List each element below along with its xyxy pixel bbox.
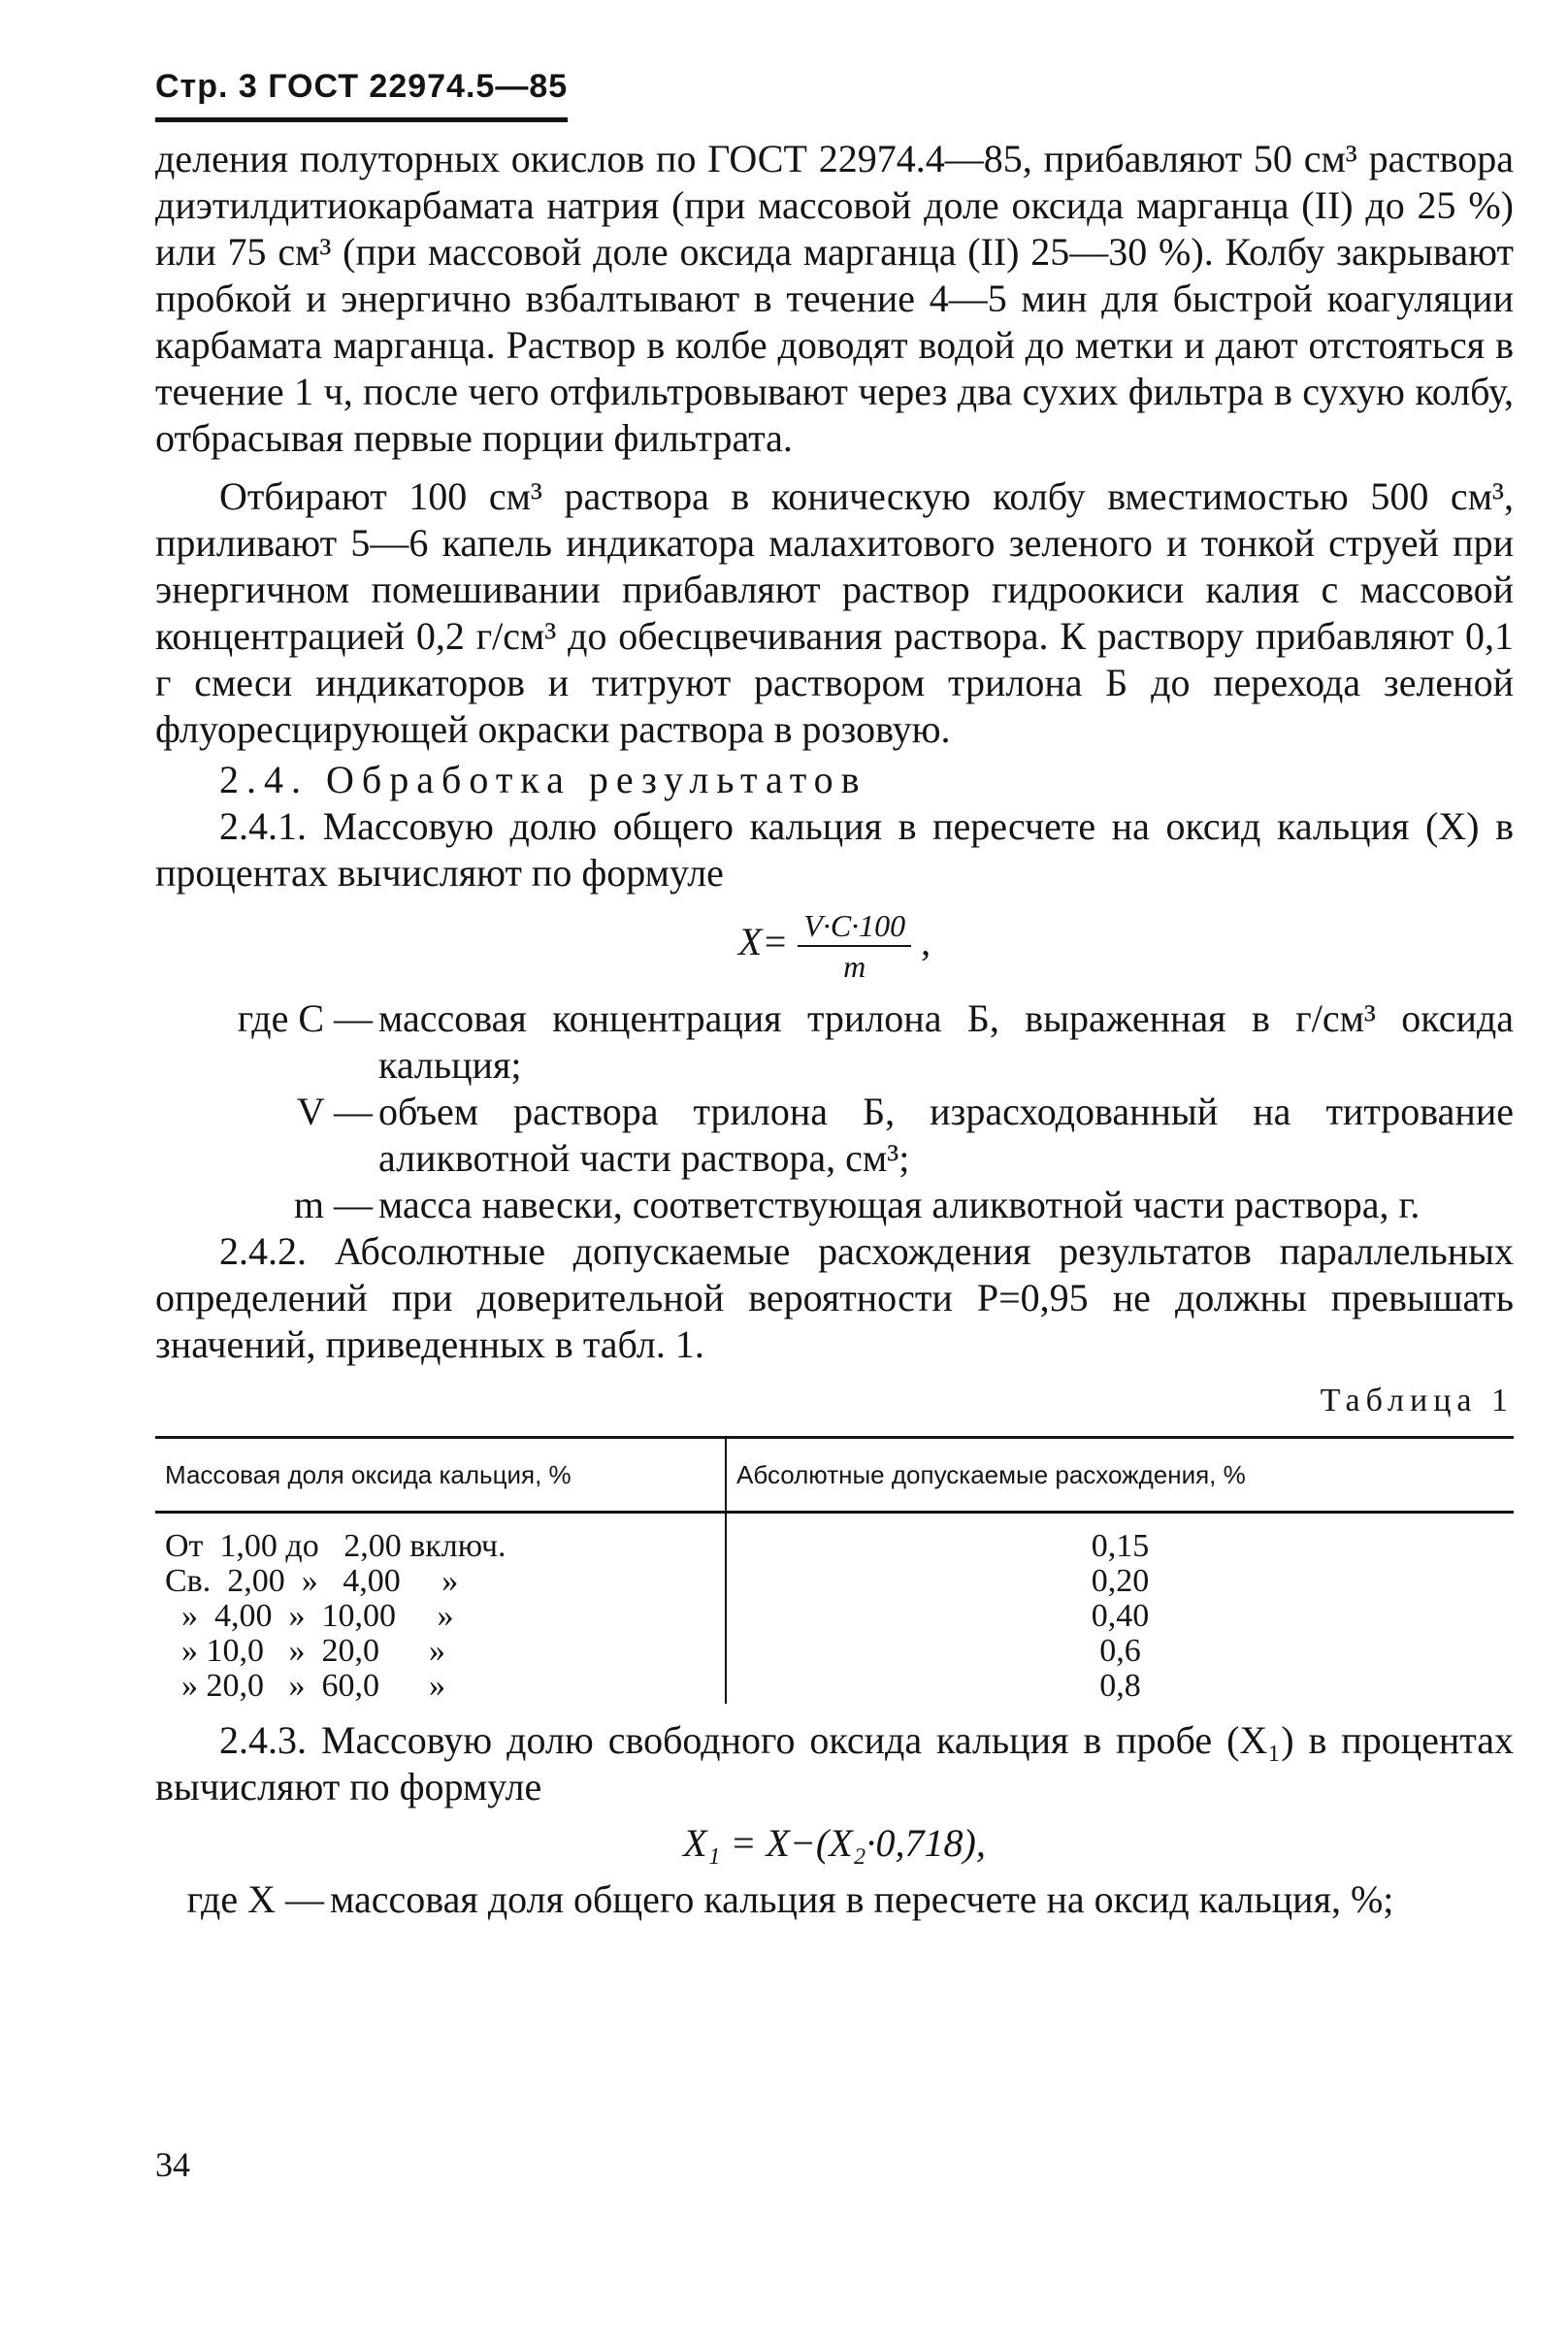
table-row: [155, 1513, 1514, 1565]
definition-symbol: где C —: [237, 996, 373, 1040]
table-header-row: [155, 1438, 1514, 1513]
definition-text: объем раствора трилона Б, израсходованный на титрование аликвотной части раствора, см³;: [378, 1090, 1514, 1180]
definition-symbol: m —: [293, 1183, 373, 1226]
table-cell-value: 0,6: [1099, 1633, 1141, 1669]
tolerance-table: [155, 1436, 1514, 1704]
section-heading-2-4: 2.4. Обработка результатов: [219, 758, 867, 801]
definition-symbol: где X —: [186, 1877, 324, 1921]
document-page: [155, 68, 1514, 1923]
table-header-mass-fraction: Массовая доля оксида кальция, %: [155, 1438, 726, 1513]
formula-lhs: X=: [737, 920, 789, 964]
definition-row: [155, 995, 1514, 1089]
table-row: [155, 1634, 1514, 1669]
definition-symbol: V —: [296, 1090, 373, 1133]
table-title: Таблица 1: [1320, 1383, 1514, 1418]
paragraph-2-4-1: 2.4.1. Массовую долю общего кальция в пересчете на оксид кальция (X) в процентах вычисляют по формуле: [155, 804, 1514, 895]
table-row: [155, 1564, 1514, 1599]
definitions-list-2: [155, 1876, 1514, 1923]
formula-fraction: [798, 906, 911, 986]
table-cell-value: 0,20: [1091, 1563, 1150, 1599]
table-cell-range: » 10,0 » 20,0 »: [155, 1634, 726, 1669]
definition-row: [155, 1182, 1514, 1228]
table-cell-value: 0,15: [1091, 1528, 1150, 1564]
definition-text: массовая концентрация трилона Б, выраженная в г/см³ оксида кальция;: [378, 996, 1514, 1087]
table-cell-range: Св. 2,00 » 4,00 »: [155, 1564, 726, 1599]
paragraph-2-4-3: 2.4.3. Массовую долю свободного оксида кальция в пробе (X₁) в процентах вычисляют по формуле: [155, 1718, 1514, 1808]
table-cell-value: 0,8: [1099, 1668, 1141, 1704]
paragraph-2-4-2: 2.4.2. Абсолютные допускаемые расхождения результатов параллельных определений при доверительной вероятности P=0,95 не должны превышать значений, приведенных в табл. 1.: [155, 1229, 1514, 1366]
paragraph-titration: Отбирают 100 см³ раствора в коническую колбу вместимостью 500 см³, приливают 5—6 капель индикатора малахитового зеленого и тонкой струей при энергичном помешивании прибавляют раствор гидроокиси калия с массовой концентрацией 0,2 г/см³ до обесцвечивания раствора. К раствору прибавляют 0,1 г смеси индикаторов и титруют раствором трилона Б до перехода зеленой флуоресцирующей окраски раствора в розовую.: [155, 474, 1514, 751]
table-row: [155, 1669, 1514, 1704]
definition-text: масса навески, соответствующая аликвотной части раствора, г.: [378, 1183, 1421, 1226]
table-header-tolerance: Абсолютные допускаемые расхождения, %: [726, 1438, 1514, 1513]
definitions-list-1: [155, 995, 1514, 1228]
table-cell-range: » 4,00 » 10,00 »: [155, 1599, 726, 1634]
document-body: [155, 136, 1514, 1923]
paragraph-continuation: деления полуторных окислов по ГОСТ 22974.4—85, прибавляют 50 см³ раствора диэтилдитиокарбамата натрия (при массовой доле оксида марганца (II) до 25 %) или 75 см³ (при массовой доле оксида марганца (II) 25—30 %). Колбу закрывают пробкой и энергично взбалтывают в течение 4—5 мин для быстрой коагуляции карбамата марганца. Раствор в колбе доводят водой до метки и дают отстояться в течение 1 ч, после чего отфильтровывают через два сухих фильтра в сухую колбу, отбрасывая первые порции фильтрата.: [155, 137, 1514, 460]
table-cell-value: 0,40: [1091, 1598, 1150, 1634]
table-cell-range: » 20,0 » 60,0 »: [155, 1669, 726, 1704]
page-number: 34: [155, 2145, 190, 2184]
definition-text: массовая доля общего кальция в пересчете на оксид кальция, %;: [330, 1877, 1394, 1921]
page-header: Стр. 3 ГОСТ 22974.5—85: [155, 68, 569, 105]
definition-row: [155, 1876, 1514, 1923]
formula-free-calcium: X₁ = X−(X₂·0,718),: [683, 1821, 986, 1865]
formula-total-calcium: [155, 906, 1514, 986]
table-cell-range: От 1,00 до 2,00 включ.: [155, 1513, 726, 1565]
table-row: [155, 1599, 1514, 1634]
formula-denominator: m: [843, 949, 866, 984]
header-rule: [155, 117, 568, 122]
definition-row: [155, 1089, 1514, 1182]
formula-tail: ,: [921, 920, 931, 964]
formula-numerator: V·C·100: [798, 906, 911, 947]
